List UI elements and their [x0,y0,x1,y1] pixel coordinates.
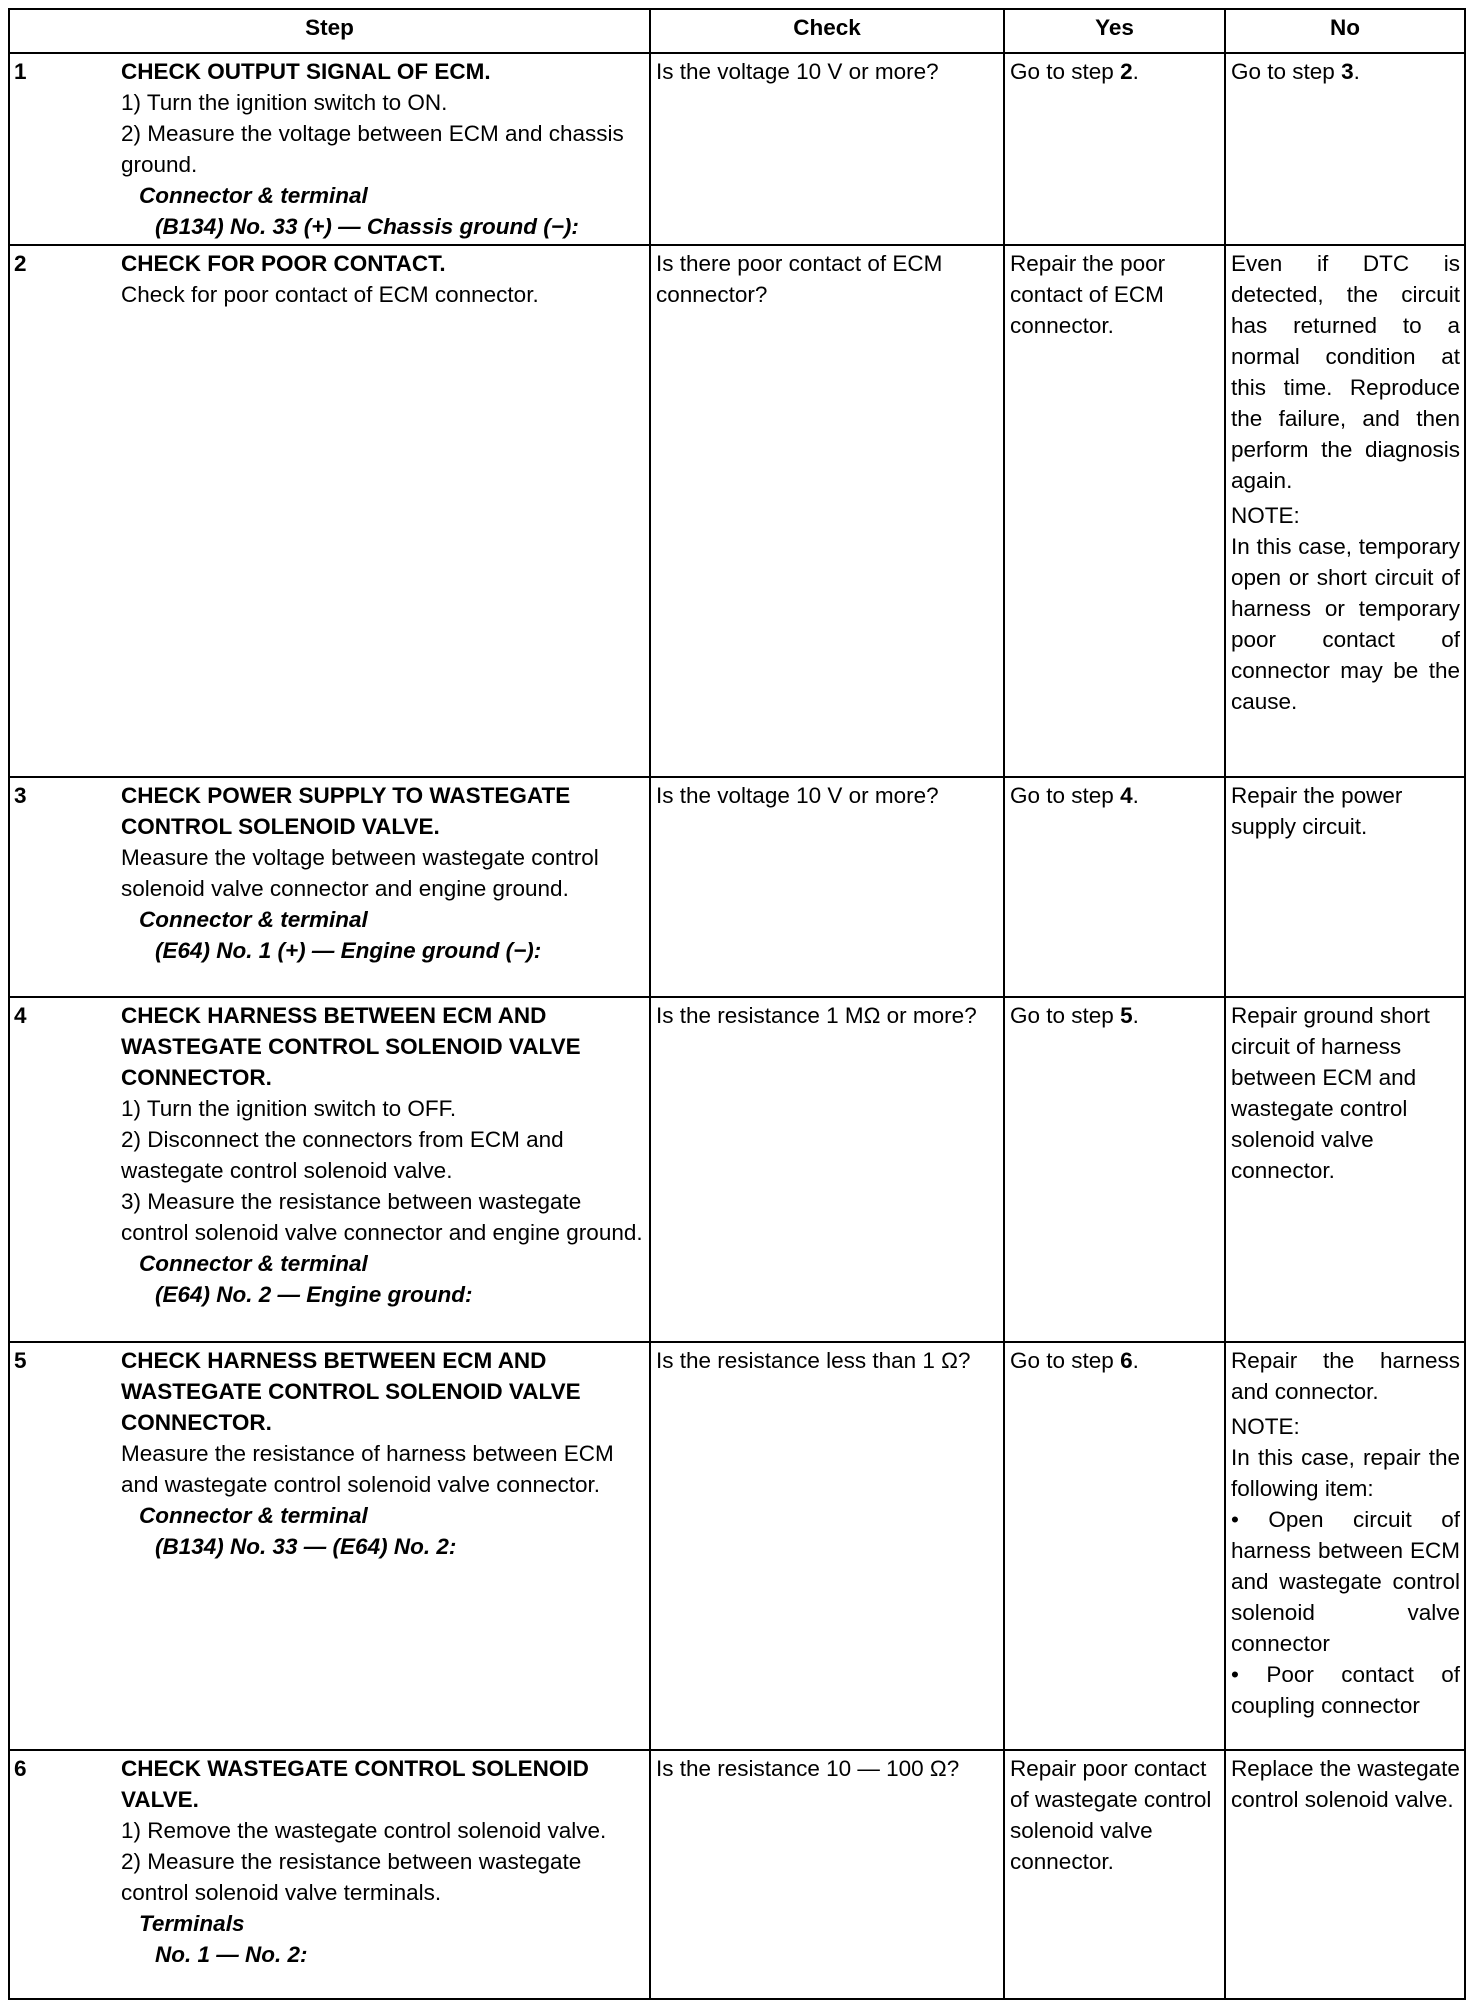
step-title: CHECK WASTEGATE CONTROL SOLENOID VALVE. [121,1756,589,1812]
table-row-step-1 [9,53,1465,245]
yes-text: Go to step [1010,1348,1121,1373]
no-cell: Repair ground short circuit of harness between ECM and wastegate control solenoid valve connector. [1225,997,1465,1342]
step-number: 4 [9,997,121,1342]
step-description [121,1342,650,1750]
yes-step-ref: 5 [1120,1003,1133,1028]
step-instruction: 1) Turn the ignition switch to OFF. [121,1096,457,1121]
no-cell: Repair the power supply circuit. [1225,777,1465,997]
yes-text: Go to step [1010,783,1121,808]
yes-text: Go to step [1010,59,1121,84]
yes-step-ref: 6 [1120,1348,1133,1373]
yes-text: Go to step [1010,1003,1121,1028]
step-instruction: 1) Turn the ignition switch to ON. [121,90,448,115]
check-cell: Is the resistance 10 — 100 Ω? [650,1750,1004,1999]
yes-suffix: . [1132,783,1139,808]
terminal-spec: (E64) No. 2 — Engine ground: [155,1282,473,1307]
header-no: No [1225,9,1465,53]
table-header-row [9,9,1465,53]
terminal-spec: (E64) No. 1 (+) — Engine ground (−): [155,938,542,963]
no-cell: Replace the wastegate control solenoid valve. [1225,1750,1465,1999]
header-step: Step [9,9,650,53]
step-title: CHECK OUTPUT SIGNAL OF ECM. [121,59,491,84]
yes-cell [1004,997,1225,1342]
step-number: 6 [9,1750,121,1999]
yes-cell: Repair poor contact of wastegate control solenoid valve connector. [1004,1750,1225,1999]
yes-cell [1004,1342,1225,1750]
table-row-step-4 [9,997,1465,1342]
yes-step-ref: 4 [1120,783,1133,808]
step-instruction: Measure the voltage between wastegate control solenoid valve connector and engine ground. [121,845,599,901]
check-cell: Is the resistance less than 1 Ω? [650,1342,1004,1750]
step-instruction: 3) Measure the resistance between wastegate control solenoid valve connector and engine ground. [121,1189,643,1245]
table-row-step-5 [9,1342,1465,1750]
step-title: CHECK HARNESS BETWEEN ECM AND WASTEGATE CONTROL SOLENOID VALVE CONNECTOR. [121,1003,581,1090]
yes-cell [1004,53,1225,245]
table-row-step-6 [9,1750,1465,1999]
step-number: 1 [9,53,121,245]
note-bullet: • Poor contact of coupling connector [1231,1662,1461,1718]
note-text: In this case, repair the following item: [1231,1445,1461,1501]
note-label: NOTE: [1231,1414,1300,1439]
header-check: Check [650,9,1004,53]
yes-suffix: . [1132,1348,1139,1373]
step-number: 2 [9,245,121,777]
connector-label: Terminals [139,1911,245,1936]
step-description [121,53,650,245]
yes-suffix: . [1132,59,1139,84]
step-instruction: Check for poor contact of ECM connector. [121,282,539,307]
no-text: Even if DTC is detected, the circuit has returned to a normal condition at this time. Reproduce the failure, and then perform the diagnosis again. [1231,251,1461,493]
step-number: 3 [9,777,121,997]
step-instruction: 2) Measure the resistance between wastegate control solenoid valve terminals. [121,1849,582,1905]
check-cell: Is the resistance 1 MΩ or more? [650,997,1004,1342]
step-number: 5 [9,1342,121,1750]
no-text: Repair the harness and connector. [1231,1348,1461,1404]
step-title: CHECK FOR POOR CONTACT. [121,251,446,276]
step-title: CHECK POWER SUPPLY TO WASTEGATE CONTROL SOLENOID VALVE. [121,783,571,839]
note-bullet: • Open circuit of harness between ECM and wastegate control solenoid valve connector [1231,1507,1461,1656]
note-label: NOTE: [1231,503,1300,528]
check-cell: Is there poor contact of ECM connector? [650,245,1004,777]
no-cell [1225,1342,1465,1750]
check-cell: Is the voltage 10 V or more? [650,777,1004,997]
step-description [121,245,650,777]
header-yes: Yes [1004,9,1225,53]
step-instruction: 2) Disconnect the connectors from ECM and wastegate control solenoid valve. [121,1127,564,1183]
connector-label: Connector & terminal [139,1251,368,1276]
no-cell [1225,245,1465,777]
step-description [121,997,650,1342]
terminal-spec: (B134) No. 33 — (E64) No. 2: [155,1534,457,1559]
diagnostic-table-container [8,8,1464,2000]
step-instruction: 1) Remove the wastegate control solenoid valve. [121,1818,607,1843]
no-step-ref: 3 [1341,59,1354,84]
check-cell: Is the voltage 10 V or more? [650,53,1004,245]
yes-step-ref: 2 [1120,59,1133,84]
note-text: In this case, temporary open or short circuit of harness or temporary poor contact of connector may be the cause. [1231,534,1461,714]
step-description [121,1750,650,1999]
table-row-step-2 [9,245,1465,777]
connector-label: Connector & terminal [139,1503,368,1528]
terminal-spec: No. 1 — No. 2: [155,1942,308,1967]
no-cell [1225,53,1465,245]
connector-label: Connector & terminal [139,183,368,208]
diagnostic-procedure-table [8,8,1466,2000]
table-row-step-3 [9,777,1465,997]
step-description [121,777,650,997]
step-instruction: Measure the resistance of harness between ECM and wastegate control solenoid valve connector. [121,1441,614,1497]
terminal-spec: (B134) No. 33 (+) — Chassis ground (−): [155,214,579,239]
yes-cell: Repair the poor contact of ECM connector. [1004,245,1225,777]
no-suffix: . [1353,59,1360,84]
yes-suffix: . [1132,1003,1139,1028]
connector-label: Connector & terminal [139,907,368,932]
step-instruction: 2) Measure the voltage between ECM and chassis ground. [121,121,624,177]
step-title: CHECK HARNESS BETWEEN ECM AND WASTEGATE CONTROL SOLENOID VALVE CONNECTOR. [121,1348,581,1435]
no-text: Go to step [1231,59,1342,84]
yes-cell [1004,777,1225,997]
